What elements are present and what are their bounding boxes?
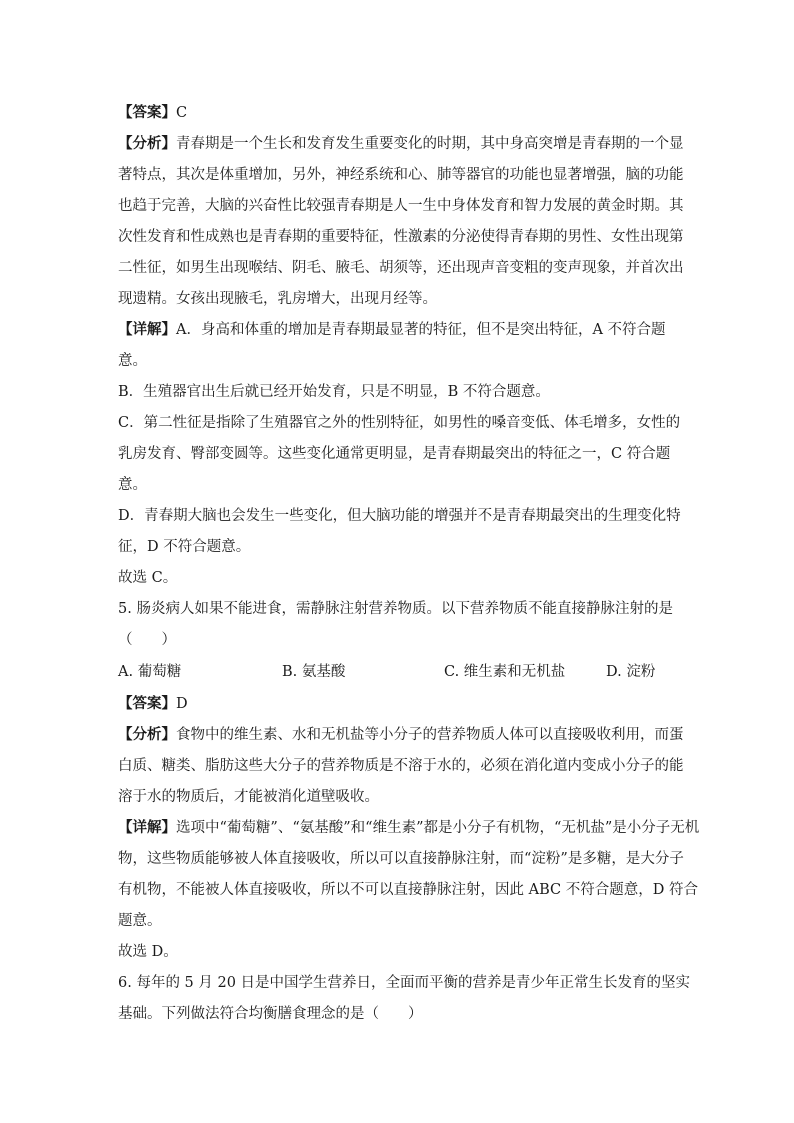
q4-detail-line-2: 意。	[118, 353, 147, 369]
detail-tag: 【详解】	[118, 321, 176, 338]
q4-detail-line-1	[118, 320, 666, 340]
q5-analysis-line-3: 溶于水的物质后，才能被消化道壁吸收。	[118, 789, 379, 805]
q5-option-d: D. 淀粉	[606, 664, 656, 680]
q6-stem-line-1: 6. 每年的 5 月 20 日是中国学生营养日，全面而平衡的营养是青少年正常生长发育的坚实	[118, 975, 691, 991]
q5-detail-line-2: 物，这些物质能够被人体直接吸收，所以可以直接静脉注射，而“淀粉”是多糖，是大分子	[118, 851, 684, 867]
q5-stem-line-1: 5. 肠炎病人如果不能进食，需静脉注射营养物质。以下营养物质不能直接静脉注射的是	[118, 601, 673, 617]
q4-analysis-line-5: 二性征，如男生出现喉结、阴毛、腋毛、胡须等，还出现声音变粗的变声现象，并首次出	[118, 260, 684, 276]
analysis-text: 食物中的维生素、水和无机盐等小分子的营养物质人体可以直接吸收利用，而蛋	[176, 727, 684, 743]
q4-detail-line-6: 意。	[118, 477, 147, 493]
q4-answer	[118, 103, 187, 123]
q5-option-b: B. 氨基酸	[282, 664, 346, 680]
q4-analysis-line-2: 著特点，其次是体重增加，另外，神经系统和心、肺等器官的功能也显著增强，脑的功能	[118, 167, 684, 183]
q4-detail-line-3: B．生殖器官出生后就已经开始发育，只是不明显，B 不符合题意。	[118, 384, 550, 400]
answer-value: C	[176, 105, 188, 121]
q5-option-a: A. 葡萄糖	[118, 664, 182, 680]
detail-text: A．身高和体重的增加是青春期最显著的特征，但不是突出特征，A 不符合题	[176, 322, 666, 338]
q4-analysis-line-4: 次性发育和性成熟也是青春期的重要特征，性激素的分泌使得青春期的男性、女性出现第	[118, 229, 684, 245]
analysis-text: 青春期是一个生长和发育发生重要变化的时期，其中身高突增是青春期的一个显	[176, 136, 684, 152]
q4-analysis-line-3: 也趋于完善，大脑的兴奋性比较强青春期是人一生中身体发育和智力发展的黄金时期。其	[118, 198, 684, 214]
q5-conclusion: 故选 D。	[118, 944, 178, 960]
q4-analysis-line-6: 现遗精。女孩出现腋毛，乳房增大，出现月经等。	[118, 291, 437, 307]
q4-detail-line-8: 征，D 不符合题意。	[118, 539, 251, 555]
detail-tag: 【详解】	[118, 819, 176, 836]
q4-analysis-line-1	[118, 134, 684, 154]
answer-value: D	[176, 696, 188, 712]
q4-detail-line-5: 乳房发育、臀部变圆等。这些变化通常更明显，是青春期最突出的特征之一，C 符合题	[118, 446, 671, 462]
q5-analysis-line-2: 白质、糖类、脂肪这些大分子的营养物质是不溶于水的，必须在消化道内变成小分子的能	[118, 758, 684, 774]
answer-tag: 【答案】	[118, 695, 176, 712]
q5-stem-line-2: （ ）	[118, 632, 176, 648]
q4-conclusion: 故选 C。	[118, 570, 178, 586]
detail-text: 选项中“葡萄糖”、“氨基酸”和“维生素”都是小分子有机物，“无机盐”是小分子无机	[176, 820, 700, 836]
q5-answer	[118, 694, 188, 714]
q5-detail-line-3: 有机物，不能被人体直接吸收，所以不可以直接静脉注射，因此 ABC 不符合题意，D 符合	[118, 882, 698, 898]
q6-stem-line-2: 基础。下列做法符合均衡膳食理念的是（ ）	[118, 1006, 423, 1022]
analysis-tag: 【分析】	[118, 726, 176, 743]
q4-detail-line-4: C．第二性征是指除了生殖器官之外的性别特征，如男性的嗓音变低、体毛增多，女性的	[118, 415, 681, 431]
q5-detail-line-1	[118, 818, 699, 838]
q4-detail-line-7: D．青春期大脑也会发生一些变化，但大脑功能的增强并不是青春期最突出的生理变化特	[118, 508, 681, 524]
q5-analysis-line-1	[118, 725, 684, 745]
q5-detail-line-4: 题意。	[118, 913, 162, 929]
analysis-tag: 【分析】	[118, 135, 176, 152]
answer-tag: 【答案】	[118, 104, 176, 121]
q5-option-c: C. 维生素和无机盐	[444, 664, 566, 680]
